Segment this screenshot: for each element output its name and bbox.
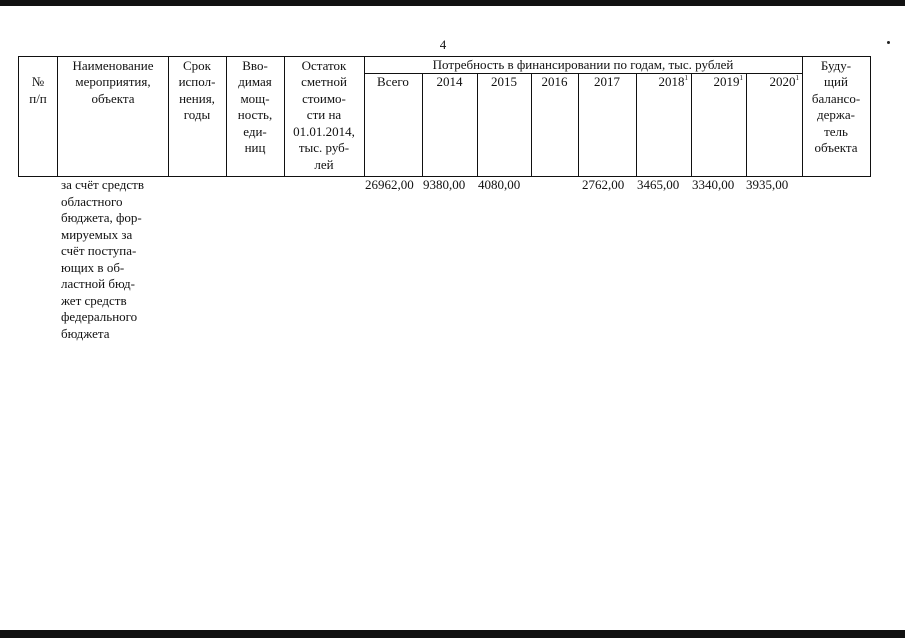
header-text: объекта [91, 91, 135, 106]
header-text: нения, [179, 91, 215, 106]
row-name-line: бюджета, фор- [61, 210, 142, 225]
header-text: ниц [244, 140, 266, 155]
header-col-2018 [636, 74, 688, 91]
header-col-2019 [691, 74, 743, 91]
header-text: испол- [178, 74, 216, 89]
header-col-total: Всего [377, 74, 409, 89]
header-text: щий [824, 74, 848, 89]
scan-bottom-border [0, 630, 905, 638]
cell-2020: 3935,00 [746, 177, 789, 192]
header-text: димая [238, 74, 272, 89]
header-text: держа- [817, 107, 855, 122]
cell-2014: 9380,00 [423, 177, 466, 192]
header-text: лей [314, 157, 334, 172]
header-text: Наименование [72, 58, 154, 73]
cell-2015: 4080,00 [478, 177, 521, 192]
year-label: 2019 [713, 74, 740, 89]
header-col-need-group: Потребность в финансировании по годам, тыс. рублей [432, 57, 734, 72]
header-text: Срок [183, 58, 211, 73]
header-text: годы [183, 107, 211, 122]
scan-top-border [0, 0, 905, 6]
header-text: Буду- [820, 58, 852, 73]
row-name-line: областного [61, 194, 123, 209]
header-text: п/п [29, 91, 47, 106]
header-text: еди- [243, 124, 267, 139]
row-name-line: ющих в об- [61, 260, 125, 275]
year-label: 2020 [769, 74, 796, 89]
page-number: 4 [439, 37, 447, 52]
header-text: мощ- [240, 91, 270, 106]
scan-speck [887, 41, 890, 44]
row-name-line: федерального [61, 309, 138, 324]
header-text: сти на [306, 107, 342, 122]
header-text: балансо- [811, 91, 861, 106]
header-text: объекта [814, 140, 858, 155]
header-text: мероприятия, [75, 74, 151, 89]
header-text: Остаток [301, 58, 347, 73]
header-col-2017: 2017 [594, 74, 620, 89]
footnote-mark: 1 [684, 74, 688, 82]
header-text: сметной [301, 74, 347, 89]
header-text: стоимо- [302, 91, 346, 106]
cell-2018: 3465,00 [637, 177, 680, 192]
row-name-line: счёт поступа- [61, 243, 137, 258]
year-label: 2018 [658, 74, 685, 89]
header-col-2016: 2016 [541, 74, 568, 89]
header-col-2015: 2015 [491, 74, 517, 89]
header-text: тыс. руб- [298, 140, 350, 155]
row-name-line: ластной бюд- [61, 276, 135, 291]
header-col-2014: 2014 [436, 74, 463, 89]
row-name-line: бюджета [61, 326, 110, 341]
footnote-mark: 1 [795, 74, 799, 82]
cell-2019: 3340,00 [692, 177, 735, 192]
header-text: Вво- [242, 58, 268, 73]
row-name-line: за счёт средств [61, 177, 144, 192]
header-text: 01.01.2014, [293, 124, 355, 139]
header-col-2020 [746, 74, 799, 91]
cell-2017: 2762,00 [582, 177, 625, 192]
row-name-line: мируемых за [61, 227, 133, 242]
header-text: тель [824, 124, 848, 139]
footnote-mark: 1 [739, 74, 743, 82]
header-text: ность, [237, 107, 273, 122]
row-name-line: жет средств [61, 293, 127, 308]
header-text: № [31, 74, 45, 89]
cell-total: 26962,00 [365, 177, 414, 192]
